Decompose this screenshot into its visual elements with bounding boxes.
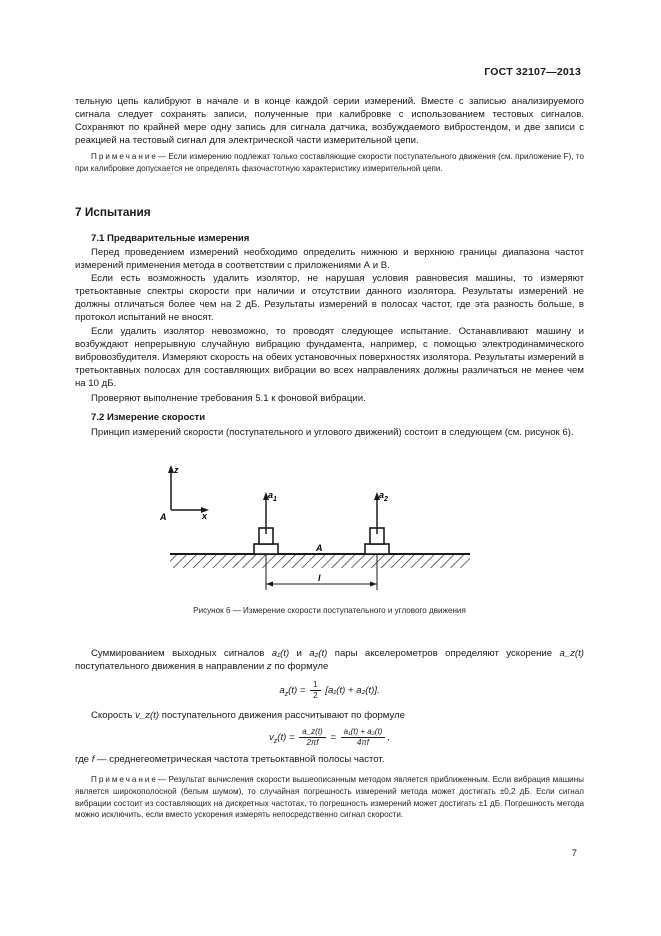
speed-paragraph: Скорость v_z(t) поступательного движения рассчитывают по формуле xyxy=(91,710,406,722)
where-paragraph: где f — среднегеометрическая частота третьоктавной полосы частот. xyxy=(75,754,385,766)
paragraph-7-1-b: Если есть возможность удалить изолятор, не нарушая условия равновесия машины, то измеряют третьоктавные спектры скорости при наличии и отсутствии данного изолятора. Результаты измерений не должны отличаться более чем на 2 дБ. Результаты измерений в полосах частот, где эта разность больше, в протокол испытаний не вносят. xyxy=(75,273,584,324)
sensor-2-label: $a_2$ xyxy=(379,490,388,503)
z-axis-label: z xyxy=(174,465,179,475)
paragraph-7-1-d: Проверяют выполнение требования 5.1 к фоновой вибрации. xyxy=(91,393,366,405)
sensor-1-label: $a_1$ xyxy=(268,490,277,503)
note-text: — Если измерению подлежат только составляющие скорости поступательного движения (см. приложение F), то при калибровке допускается не определять фазочастотную характеристику измерительной цепи. xyxy=(75,152,584,173)
document-header: ГОСТ 32107—2013 xyxy=(484,66,581,78)
paragraph-7-1-c: Если удалить изолятор невозможно, то проводят следующее испытание. Останавливают машину и возбуждают непрерывную случайную вибрацию фундамента, например, с помощью электродинамического вибровозбудителя. Измеряют скорость на обеих установочных поверхностях изолятора. Результаты измерений в третьоктавных полосах для составляющих вибрации во всех направлениях должны различаться не менее чем на 10 дБ. xyxy=(75,325,584,389)
formula-vz: $v_z(t)$ = $\frac{a\_z(t)}{2\pi f}$ = $\frac{\text{a₁(t) + a₂(t)}}{4\pi f}$ , xyxy=(268,727,391,748)
paragraph-7-2: Принцип измерений скорости (поступательного и углового движений) состоит в следующем (см. рисунок 6). xyxy=(91,427,574,439)
foundation-point-label: A xyxy=(316,543,323,553)
subsection-7-2-title: 7.2 Измерение скорости xyxy=(91,412,206,424)
page-number: 7 xyxy=(571,848,577,859)
x-axis-label: x xyxy=(202,511,208,521)
intro-note xyxy=(75,151,584,174)
distance-label: l xyxy=(318,573,321,583)
figure-caption: Рисунок 6 — Измерение скорости поступательного и углового движения xyxy=(193,606,466,615)
note-2 xyxy=(75,774,584,820)
sum-paragraph: Суммированием выходных сигналов a₁(t) и a₂(t) пары акселерометров определяют ускорение a_z(t) поступательного движения в направлении z по формуле xyxy=(75,648,584,673)
note-label: Примечание xyxy=(91,152,158,162)
dimension-arrow-right xyxy=(370,582,377,587)
section-title: 7 Испытания xyxy=(75,205,151,219)
formula-az: $a_z(t)$ = $\frac{1}{2}$ [a₁(t) + a₂(t)]. xyxy=(279,680,380,701)
note-2-text: — Результат вычисления скорости вышеописанным методом является приближенным. Если вибрация машины является широкополосной (белым шумом), то случайная погрешность измерений метода может достигать ±0,2 дБ. Если сигнал вибрации состоит из составляющих на дискретных частотах, то погрешность измерений может достигать ±1 дБ. Погрешность метода можно исключить, если вместо ускорения измерять непосредственно сигнал скорости. xyxy=(75,775,584,820)
paragraph-7-1-a: Перед проведением измерений необходимо определить нижнюю и верхнюю границы диапазона частот измерений применения метода в соответствии с приложениями А и В. xyxy=(75,247,584,272)
sensor-2-base xyxy=(365,544,389,554)
dimension-arrow-left xyxy=(266,582,273,587)
note-2-label: Примечание xyxy=(91,775,158,785)
section-7 xyxy=(75,205,584,439)
sensor-1-base xyxy=(254,544,278,554)
intro-paragraph: тельную цепь калибруют в начале и в конце каждой серии измерений. Вместе с записью анализируемого сигнала следует сохранять записи, полученные при калибровке с использованием тестовых сигналов. Сохраняют по крайней мере одну запись для сигнала датчика, возбуждаемого вибростендом, и две записи с реакцией на тестовый сигнал для электрической части измерительной цепи. xyxy=(75,96,584,147)
intro-block xyxy=(75,95,584,175)
foundation-hatch xyxy=(170,554,470,568)
formula-section xyxy=(75,647,584,821)
axes-origin-label: A xyxy=(160,512,167,522)
figure-6-diagram xyxy=(160,462,480,592)
subsection-7-1-title: 7.1 Предварительные измерения xyxy=(91,233,250,244)
